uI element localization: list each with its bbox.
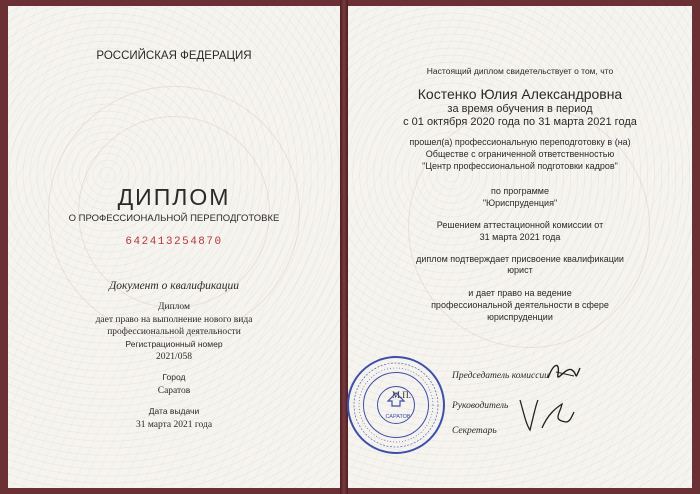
- program-name: "Юриспруденция": [482, 198, 558, 208]
- passed-text: прошел(а) профессиональную переподготовку в (на): [409, 137, 631, 147]
- stamp-city: САРАТОВ: [385, 414, 411, 420]
- diploma-title: ДИПЛОМ: [117, 184, 231, 210]
- document-type: Документ о квалификации: [108, 280, 240, 292]
- rights-text: и дает право на ведение: [468, 288, 572, 298]
- chairman-signature: [544, 358, 584, 388]
- holder-name: Костенко Юлия Александровна: [417, 86, 623, 102]
- issue-date-label: Дата выдачи: [148, 406, 200, 416]
- spine: [340, 0, 348, 494]
- program-label: по программе: [491, 186, 549, 196]
- organization: "Центр профессиональной подготовки кадров": [422, 161, 618, 171]
- diploma-line: профессиональной деятельности: [107, 327, 241, 337]
- left-page: [8, 6, 340, 488]
- commission-decision: Решением аттестационной комиссии от: [436, 220, 604, 230]
- country-label: РОССИЙСКАЯ ФЕДЕРАЦИЯ: [96, 50, 252, 62]
- city-label: Город: [162, 372, 186, 382]
- diploma-line: Диплом: [158, 302, 190, 312]
- diploma-subtitle: О ПРОФЕССИОНАЛЬНОЙ ПЕРЕПОДГОТОВКЕ: [68, 213, 280, 224]
- confirms-text: диплом подтверждает присвоение квалификации: [416, 254, 624, 264]
- study-period: за время обучения в период: [447, 103, 593, 115]
- serial-number: 642413254870: [125, 236, 223, 248]
- head-signature: [516, 394, 576, 438]
- official-stamp: [347, 356, 445, 454]
- mp-label: М.П.: [392, 390, 412, 400]
- commission-date: 31 марта 2021 года: [479, 232, 561, 242]
- intro-text: Настоящий диплом свидетельствует о том, что: [426, 66, 614, 76]
- secretary-label: Секретарь: [452, 426, 497, 436]
- issue-date: 31 марта 2021 года: [135, 420, 213, 430]
- rights-text: юриспруденции: [487, 312, 553, 322]
- qualification: юрист: [507, 265, 533, 275]
- organization: Обществе с ограниченной ответственностью: [425, 149, 615, 159]
- stamp-emblem-icon: [386, 391, 406, 407]
- head-label: Руководитель: [452, 401, 509, 411]
- city: Саратов: [157, 386, 191, 396]
- chairman-label: Председатель комиссии: [452, 371, 549, 381]
- study-period: с 01 октября 2020 года по 31 марта 2021 года: [403, 116, 637, 128]
- rights-text: профессиональной деятельности в сфере: [431, 300, 609, 310]
- reg-number: 2021/058: [156, 352, 192, 362]
- diploma-line: дает право на выполнение нового вида: [95, 315, 253, 325]
- reg-number-label: Регистрационный номер: [125, 339, 223, 349]
